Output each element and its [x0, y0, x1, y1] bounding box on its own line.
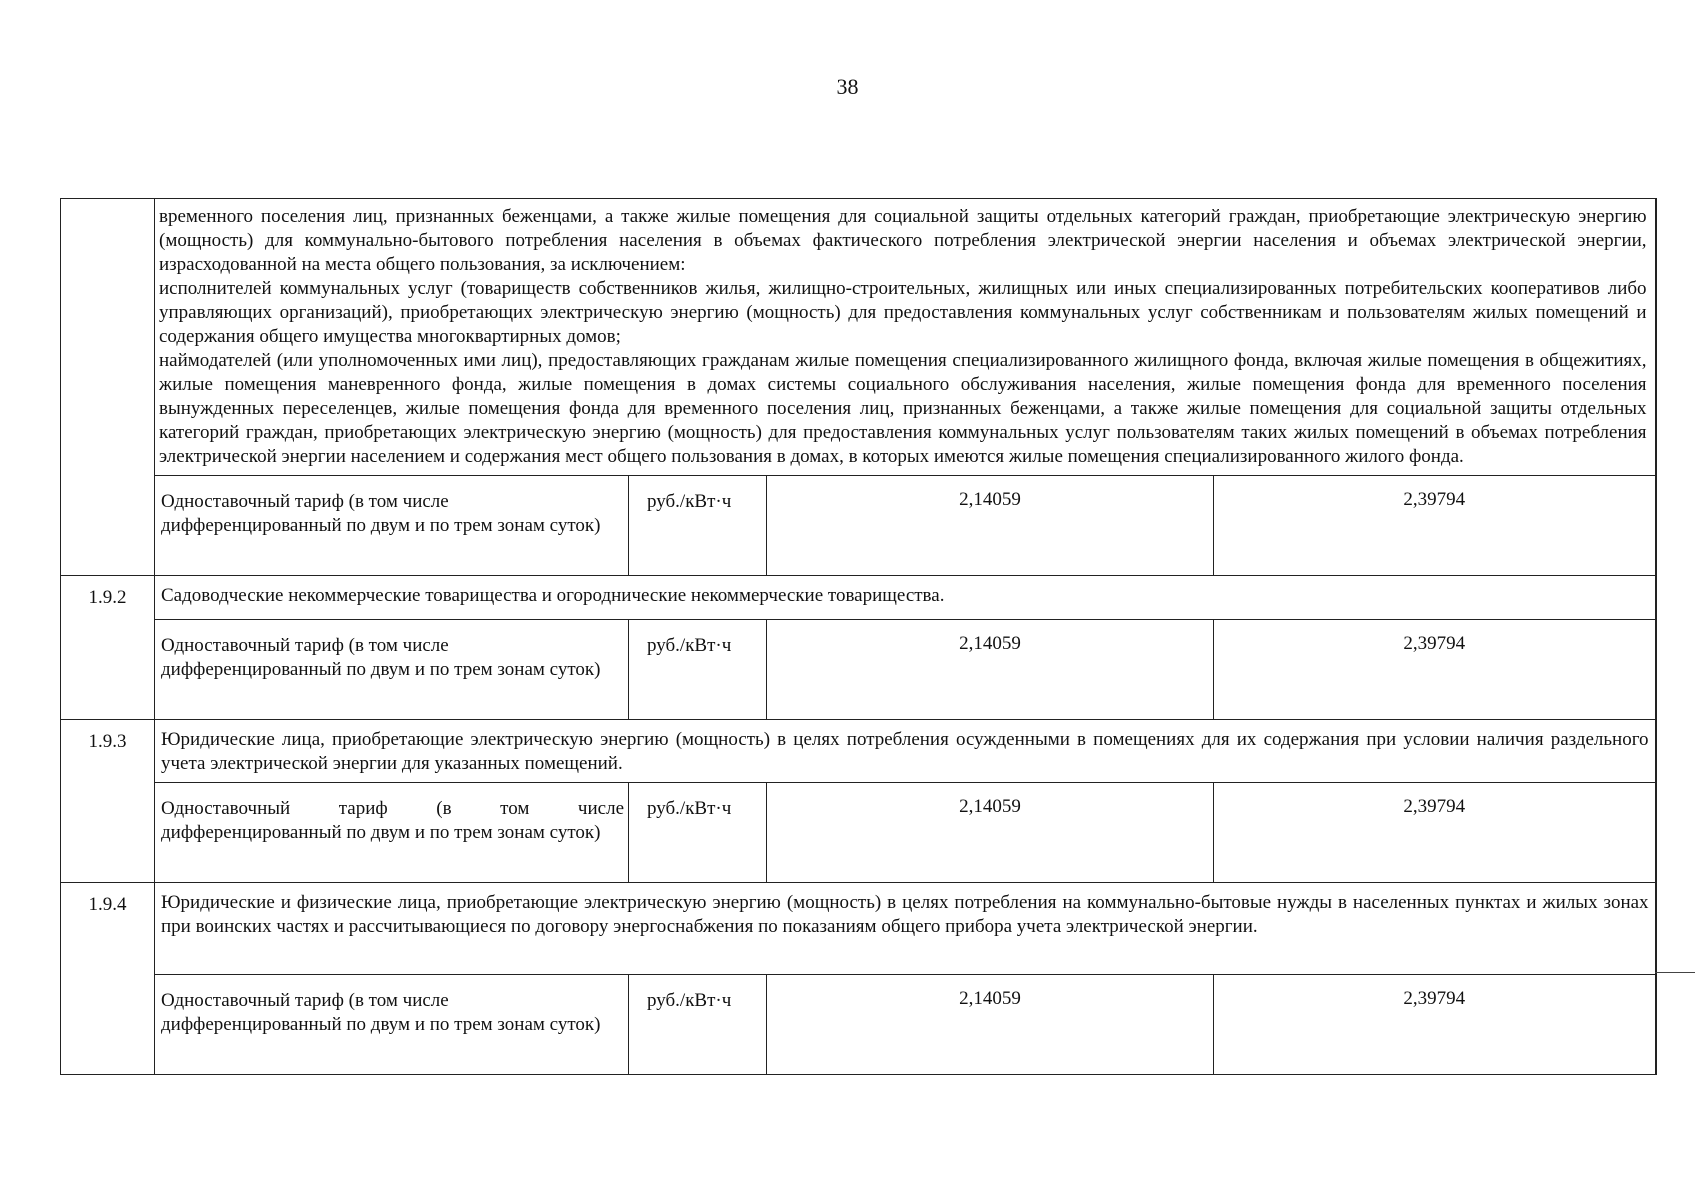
tariff-value-2: 2,39794: [1214, 975, 1656, 1075]
tariff-row: [61, 975, 1656, 1075]
section-category: Юридические лица, приобретающие электрическую энергию (мощность) в целях потребления осужденными в помещениях для их содержания при условии наличия раздельного учета электрической энергии для указанных помещений.: [155, 720, 1656, 783]
tariff-value-2: 2,39794: [1214, 476, 1656, 576]
section-category: Юридические и физические лица, приобретающие электрическую энергию (мощность) в целях потребления на коммунально-бытовые нужды в населенных пунктах и жилых зонах при воинских частях и рассчитывающиеся по договору энергоснабжения по показаниям общего прибора учета электрической энергии.: [155, 883, 1656, 975]
tariff-value-2: 2,39794: [1214, 620, 1656, 720]
tariff-name: Одноставочный тариф (в том числе дифференцированный по двум и по трем зонам суток): [155, 620, 629, 720]
tariff-value-1: 2,14059: [767, 975, 1214, 1075]
section-number: 1.9.4: [61, 883, 155, 1075]
tariff-row: [61, 620, 1656, 720]
section-number: 1.9.2: [61, 576, 155, 720]
tariff-value-2: 2,39794: [1214, 783, 1656, 883]
margin-stroke: [1655, 972, 1695, 973]
tariff-value-1: 2,14059: [767, 476, 1214, 576]
section-number: 1.9.3: [61, 720, 155, 883]
section-row: [61, 576, 1656, 620]
tariff-value-1: 2,14059: [767, 620, 1214, 720]
section-category: Садоводческие некоммерческие товарищества и огороднические некоммерческие товарищества.: [155, 576, 1656, 620]
description-paragraph: наймодателей (или уполномоченных ими лиц), предоставляющих гражданам жилые помещения специализированного жилищного фонда, включая жилые помещения в общежитиях, жилые помещения маневренного фонда, жилые помещения в домах системы социального обслуживания населения, жилые помещения фонда для временного поселения вынужденных переселенцев, жилые помещения фонда для временного поселения лиц, признанных беженцами, а также жилые помещения для социальной защиты отдельных категорий граждан, приобретающих электрическую энергию (мощность) для предоставления коммунальных услуг пользователям таких жилых помещений в объемах потребления электрической энергии населением и содержания мест общего пользования в домах, в которых имеются жилые помещения специализированного жилого фонда.: [159, 350, 1647, 467]
tariff-unit: руб./кВт·ч: [629, 620, 767, 720]
tariff-name: Одноставочный тариф (в том числе дифференцированный по двум и по трем зонам суток): [155, 975, 629, 1075]
description-paragraph: исполнителей коммунальных услуг (товариществ собственников жилья, жилищно-строительных, жилищных или иных специализированных потребительских кооперативов либо управляющих организаций), приобретающих электрическую энергию (мощность) для предоставления коммунальных услуг собственникам и пользователям жилых помещений и содержания общего имущества многоквартирных домов;: [159, 278, 1647, 347]
tariff-unit: руб./кВт·ч: [629, 476, 767, 576]
intro-description-row: [61, 199, 1656, 476]
section-row: [61, 883, 1656, 975]
tariff-row: [61, 476, 1656, 576]
tariff-unit: руб./кВт·ч: [629, 975, 767, 1075]
description-paragraph: временного поселения лиц, признанных беженцами, а также жилые помещения для социальной защиты отдельных категорий граждан, приобретающие электрическую энергию (мощность) для коммунально-бытового потребления населения в объемах фактического потребления электрической энергии населения и объемах электрической энергии, израсходованной на места общего пользования, за исключением:: [159, 206, 1647, 275]
tariff-name: Одноставочный тариф (в том числе дифференцированный по двум и по трем зонам суток): [155, 476, 629, 576]
section-row: [61, 720, 1656, 783]
page-number: 38: [836, 74, 859, 99]
section-number-empty: [61, 199, 155, 576]
tariff-table: [60, 198, 1657, 1075]
tariff-name: Одноставочный тариф (в том числе дифференцированный по двум и по трем зонам суток): [155, 783, 629, 883]
tariff-row: [61, 783, 1656, 883]
section-description: [155, 199, 1656, 476]
tariff-unit: руб./кВт·ч: [629, 783, 767, 883]
tariff-value-1: 2,14059: [767, 783, 1214, 883]
